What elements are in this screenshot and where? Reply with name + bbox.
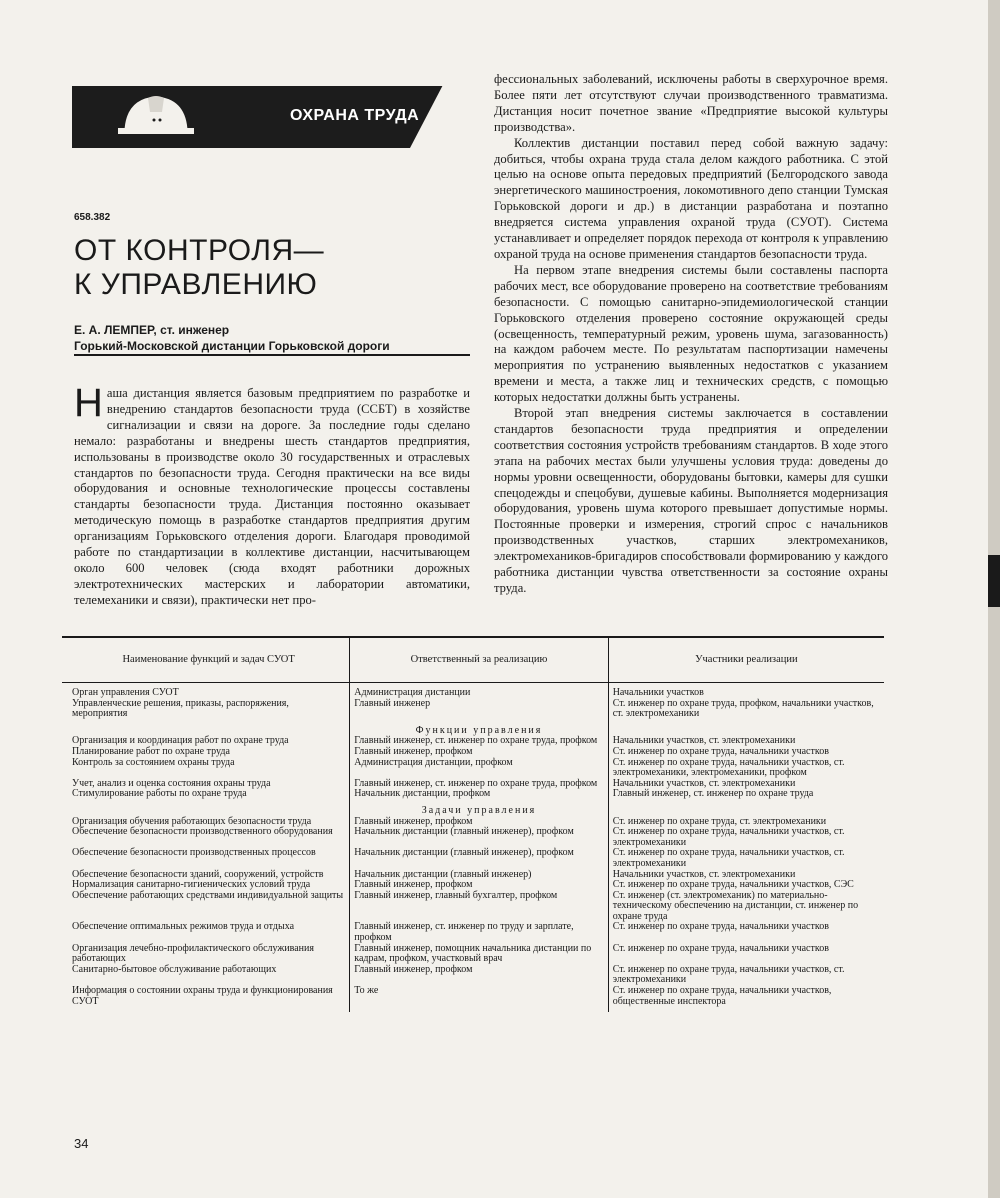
- table-cell: Ст. инженер по охране труда, ст. электромеханики: [608, 817, 884, 828]
- table-cell: Администрация дистанции, профком: [350, 758, 608, 779]
- table-cell: [608, 800, 884, 817]
- table-cell: Ст. инженер по охране труда, начальники участков, ст. электромеханики, электромеханики, профком: [608, 758, 884, 779]
- paragraph: Второй этап внедрения системы заключается в составлении стандартов безопасности труда предприятия и определении соответствия состояния устройств требованиям стандартов. В ходе этого этапа на рабочих местах были улучшены условия труда: доведены до нормы уровни освещенности, оборудованы бытовки, камеры для сушки спецодежды и спецобуви, душевые кабины. Выполняется модернизация оборудования, уровень шума которого превышает допустимые нормы. Постоянные проверки и измерения, строгий спрос с начальников производственных участков, старших электромехаников, электромехаников-бригадиров способствовали формированию у каждого работника дистанции чувства ответственности за состояние охраны труда.: [494, 406, 888, 595]
- table-cell: Ст. инженер по охране труда, начальники участков, ст. электромеханики: [608, 965, 884, 986]
- table-cell: Начальники участков, ст. электромеханики: [608, 870, 884, 881]
- table-cell: Главный инженер, профком: [350, 880, 608, 891]
- table-cell: Обеспечение безопасности зданий, сооружений, устройств: [72, 868, 324, 880]
- table-row: [62, 944, 884, 965]
- table-cell: Ст. инженер по охране труда, начальники участков, ст. электромеханики: [608, 848, 884, 869]
- paragraph: На первом этапе внедрения системы были составлены паспорта рабочих мест, все оборудование проверено на соответствие требованиям безопасности. С помощью санитарно-эпидемиологической станции Горьковского отделения проверено состояние окружающей среды (освещенность, температурный режим, уровень шума, загазованность) на каждом рабочем месте. По результатам паспортизации намечены мероприятия по устранению выявленных недостатков с указанием времени и места, а также лиц и технических средств, с помощью которых недостатки должны быть устранены.: [494, 262, 888, 405]
- table-cell: Обеспечение оптимальных режимов труда и отдыха: [72, 921, 295, 933]
- udc-code: 658.382: [74, 212, 111, 223]
- table-cell: [608, 720, 884, 737]
- table-cell: Обеспечение безопасности производственного оборудования: [72, 826, 333, 838]
- paragraph: Коллектив дистанции поставил перед собой важную задачу: добиться, чтобы охрана труда стала делом каждого работника. С этой целью на основе опыта передовых предприятий (Белгородского завода энергетического машиностроения, локомотивного депо станции Тумская Горьковской дороги и др.) в дистанции разработана и поэтапно внедряется система управления охраной труда (СУОТ). Система устанавливает и определяет порядок перехода от контроля к управлению охраной труда на основе применения стандартов безопасности труда.: [494, 135, 888, 261]
- headline-line1: ОТ КОНТРОЛЯ—: [74, 234, 325, 267]
- table-cell: Орган управления СУОТ: [72, 687, 179, 698]
- paragraph: Наша дистанция является базовым предприятием по разработке и внедрению стандартов безопасности труда (ССБТ) в хозяйстве сигнализации и связи на дороге. За последние годы сделано немало: разработаны и внедрены шесть стандартов предприятия, использованы в производстве около 30 государственных и отраслевых стандартов по безопасности труда. Сегодня практически на все виды оборудования и основные технологические процессы составлены стандарты безопасности труда. Дистанция постоянно оказывает методическую помощь в разработке стандартов предприятия другим организациям Горьковского отделения дороги. Благодаря проводимой работе по стандартизации в коллективе дистанции, насчитывающем около 600 человек (сюда входят работники дорожных электротехнических мастерских и лаборатории автоматики, телемеханики и связи), практически нет про-: [74, 381, 470, 607]
- table-cell: Администрация дистанции: [350, 683, 608, 699]
- table-cell: Главный инженер, ст. инженер по охране труда, профком: [350, 736, 608, 747]
- table-cell: Обеспечение работающих средствами индивидуальной защиты: [72, 889, 344, 901]
- page-number: 34: [74, 1136, 89, 1151]
- table-row: [62, 848, 884, 869]
- table-cell: Ст. инженер по охране труда, начальники участков: [608, 922, 884, 943]
- adjacent-page-tab: [988, 555, 1000, 607]
- author-block: [74, 322, 390, 354]
- table-cell: Начальник дистанции (главный инженер), профком: [350, 848, 608, 869]
- table-cell: Нормализация санитарно-гигиенических условий труда: [72, 879, 311, 891]
- table-cell: Начальники участков, ст. электромеханики: [608, 779, 884, 790]
- table-cell: Главный инженер, главный бухгалтер, профком: [350, 891, 608, 923]
- table-cell: Главный инженер, ст. инженер по охране труда: [608, 789, 884, 800]
- table-cell: Главный инженер, профком: [350, 965, 608, 986]
- table-cell: Главный инженер, профком: [350, 747, 608, 758]
- table-cell: Ст. инженер по охране труда, профком, начальники участков, ст. электромеханики: [608, 699, 884, 720]
- table-header: Наименование функций и задач СУОТ: [62, 637, 350, 683]
- column-2: [494, 72, 888, 597]
- table-cell: Ст. инженер по охране труда, начальники участков, ст. электромеханики: [608, 827, 884, 848]
- table-cell: Главный инженер, ст. инженер по труду и зарплате, профком: [350, 922, 608, 943]
- table-cell: Информация о состоянии охраны труда и функционирования СУОТ: [72, 985, 333, 1007]
- table-cell: Начальник дистанции, профком: [350, 789, 608, 800]
- paragraph: фессиональных заболеваний, исключены работы в сверхурочное время. Более пяти лет отсутствуют случаи производственного травматизма. Дистанция носит почетное звание «Предприятие высокой культуры производства».: [494, 72, 888, 134]
- table-cell: Стимулирование работы по охране труда: [72, 788, 247, 800]
- table-cell: Главный инженер, профком: [350, 817, 608, 828]
- table-cell: Обеспечение безопасности производственных процессов: [72, 847, 316, 859]
- table-header: Ответственный за реализацию: [350, 637, 608, 683]
- author-affiliation: Горький-Московской дистанции Горьковской дороги: [74, 339, 390, 353]
- table-cell: Планирование работ по охране труда: [72, 745, 230, 757]
- author-position: ст. инженер: [156, 323, 230, 337]
- author-name: Е. А. ЛЕМПЕР,: [74, 323, 157, 337]
- table-cell: Начальник дистанции (главный инженер): [350, 870, 608, 881]
- table-cell: Ст. инженер по охране труда, начальники участков, СЭС: [608, 880, 884, 891]
- section-title: ОХРАНА ТРУДА: [290, 107, 420, 124]
- table-cell: Организация и координация работ по охране труда: [72, 735, 289, 747]
- table-row: [62, 758, 884, 779]
- table-row: [62, 683, 884, 699]
- table-cell: Начальники участков: [608, 683, 884, 699]
- table-row: [62, 965, 884, 986]
- table-cell: [62, 800, 350, 817]
- table-row: [62, 827, 884, 848]
- table-cell: Ст. инженер по охране труда, начальники участков, общественные инспектора: [608, 986, 884, 1012]
- table-row: [62, 747, 884, 758]
- table-cell: Санитарно-бытовое обслуживание работающих: [72, 963, 277, 975]
- table-cell: Ст. инженер (ст. электромеханик) по материально-техническому обеспечению на дистанции, ст. инженер по охране труда: [608, 891, 884, 923]
- table-row: [62, 789, 884, 800]
- table-header: Участники реализации: [608, 637, 884, 683]
- table-cell: Учет, анализ и оценка состояния охраны труда: [72, 777, 271, 789]
- table-cell: Функции управления: [350, 720, 608, 737]
- table-row: [62, 891, 884, 923]
- table-cell: Начальник дистанции (главный инженер), профком: [350, 827, 608, 848]
- table-cell: Главный инженер: [350, 699, 608, 720]
- column-1: [74, 381, 470, 609]
- table-cell: Главный инженер, помощник начальника дистанции по кадрам, профком, участковый врач: [350, 944, 608, 965]
- table-header-row: [62, 637, 884, 683]
- table-row: [62, 699, 884, 720]
- drop-cap: Н: [74, 381, 103, 425]
- helmet-icon: [118, 90, 194, 140]
- table-cell: Организация лечебно-профилактического обслуживания работающих: [72, 942, 314, 965]
- table-cell: Управленческие решения, приказы, распоряжения, мероприятия: [72, 697, 289, 720]
- table-section-row: [62, 720, 884, 737]
- headline-line2: К УПРАВЛЕНИЮ: [74, 268, 318, 301]
- table-cell: [62, 720, 350, 737]
- table-cell: Контроль за состоянием охраны труда: [72, 756, 235, 768]
- suot-table: [62, 636, 884, 1012]
- table-cell: Ст. инженер по охране труда, начальники участков: [608, 747, 884, 758]
- author-divider: [74, 354, 470, 356]
- table-row: [62, 922, 884, 943]
- table-row: [62, 986, 884, 1012]
- table-section-row: [62, 800, 884, 817]
- table-cell: Начальники участков, ст. электромеханики: [608, 736, 884, 747]
- table-cell: Главный инженер, ст. инженер по охране труда, профком: [350, 779, 608, 790]
- table-cell: Задачи управления: [350, 800, 608, 817]
- table-cell: То же: [350, 986, 608, 1012]
- table-cell: Ст. инженер по охране труда, начальники участков: [608, 944, 884, 965]
- table-cell: Организация обучения работающих безопасности труда: [72, 815, 312, 827]
